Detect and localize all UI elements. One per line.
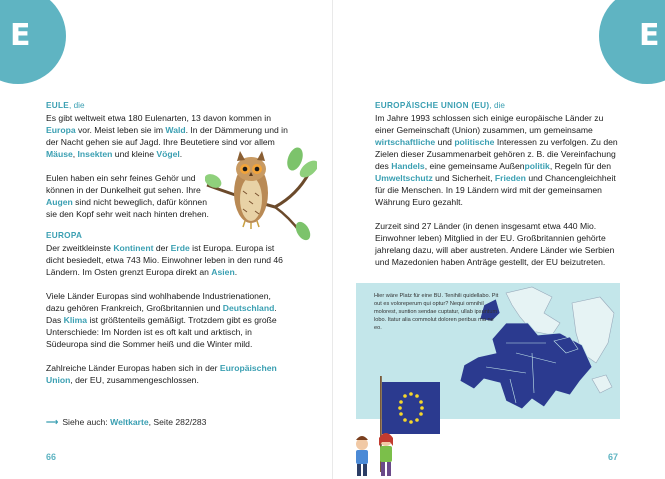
keyword-link[interactable]: politische bbox=[454, 137, 495, 147]
see-also-link[interactable]: Weltkarte bbox=[110, 417, 149, 427]
see-also-prefix: Siehe auch: bbox=[62, 417, 111, 427]
keyword-link[interactable]: Augen bbox=[46, 197, 73, 207]
keyword-link[interactable]: wirtschaftliche bbox=[375, 137, 436, 147]
text-run: und Chancengleichheit für die Menschen. In 19 Ländern wird mit der gemeinsamen Währung Euro gezahlt. bbox=[375, 173, 616, 207]
page-number-right: 67 bbox=[608, 452, 619, 462]
text-run: , eine gemeinsame Außen bbox=[424, 161, 525, 171]
tab-letter: E bbox=[639, 18, 660, 53]
keyword-link[interactable]: Erde bbox=[170, 243, 190, 253]
text-run: , der EU, zusammengeschlossen. bbox=[70, 375, 199, 385]
children-with-eu-flag-illustration bbox=[342, 376, 442, 478]
keyword-link[interactable]: Handels bbox=[391, 161, 425, 171]
keyword-link[interactable]: Asien bbox=[211, 267, 235, 277]
europa-paragraph-2 bbox=[46, 290, 290, 350]
text-run: . Das bbox=[46, 303, 277, 325]
text-run: und kleine bbox=[112, 149, 157, 159]
text-run: . bbox=[179, 149, 183, 159]
keyword-link[interactable]: Deutschland bbox=[222, 303, 275, 313]
keyword-link[interactable]: Europa bbox=[46, 125, 76, 135]
text-run: Zurzeit sind 27 Länder (in denen insgesamt etwa 440 Mio. Einwohner leben) Mitglied in der EU. Großbritannien gehörte jahrelang dazu, will aber austreten. Andere Länder wie Serbien und Mazedonien haben Anträge gestellt, der EU beizutreten. bbox=[375, 221, 615, 267]
text-run: ist Europa. Europa ist dicht besiedelt, etwa 743 Mio. Einwohner leben in den rund 46 Ländern. Im Osten grenzt Europa direkt an bbox=[46, 243, 283, 277]
letter-tab-left bbox=[0, 0, 66, 84]
page-number-left: 66 bbox=[46, 452, 57, 462]
tab-letter: E bbox=[10, 18, 31, 53]
text-run: Interessen zu verfolgen. Zu den Zielen dieser Zusammenarbeit gehören z. B. die Vereinfachung des bbox=[375, 137, 618, 171]
map-caption: Hier wäre Platz für eine BU. Tenihili quidellabo. Pit out es voloreperum qui optur? Nequi omnihil molorest, suntion sendae cuptatur, ullab ipsuntum lobo. Itatur alia commolut doloren peribus ma ne eo. bbox=[374, 293, 499, 331]
right-page-column bbox=[375, 100, 621, 268]
keyword-link[interactable]: Insekten bbox=[77, 149, 113, 159]
arrow-icon: ⟶ bbox=[46, 417, 59, 427]
europa-paragraph-1 bbox=[46, 242, 290, 278]
entry-heading-europa: EUROPA bbox=[46, 231, 83, 240]
text-run: Viele Länder Europas sind wohlhabende Industrienationen, dazu gehören Frankreich, Großbritannien und bbox=[46, 291, 271, 313]
owl-illustration bbox=[205, 147, 317, 247]
text-run: und bbox=[435, 137, 455, 147]
page-gutter bbox=[332, 0, 333, 479]
letter-tab-right bbox=[599, 0, 665, 84]
keyword-link[interactable]: Klima bbox=[63, 315, 88, 325]
text-run: . bbox=[234, 267, 238, 277]
text-run: vor. Meist leben sie im bbox=[75, 125, 166, 135]
text-run: sind nicht beweglich, dafür können sie den Kopf sehr weit nach hinten drehen. bbox=[46, 197, 209, 219]
text-run: Im Jahre 1993 schlossen sich einige europäische Länder zu einer Gemeinschaft (Union) zusammen, um gemeinsame bbox=[375, 113, 604, 135]
eu-paragraph-2 bbox=[375, 220, 621, 268]
text-run: Es gibt weltweit etwa 180 Eulenarten, 13 davon kommen in bbox=[46, 113, 271, 123]
see-also-reference bbox=[46, 417, 206, 428]
keyword-link[interactable]: Europäischen Union bbox=[46, 363, 277, 385]
keyword-link[interactable]: Frieden bbox=[494, 173, 526, 183]
keyword-link[interactable]: Umweltschutz bbox=[375, 173, 433, 183]
text-run: ist größtenteils gemäßigt. Trotzdem gibt es große Unterschiede: Im Norden ist es oft kalt und arktisch, in Südeuropa sind die Sommer heiß und die Winter mild. bbox=[46, 315, 277, 349]
keyword-link[interactable]: politik bbox=[524, 161, 550, 171]
keyword-link[interactable]: Wald bbox=[165, 125, 186, 135]
text-run: und Sicherheit, bbox=[432, 173, 495, 183]
text-run: Zahlreiche Länder Europas haben sich in der bbox=[46, 363, 220, 373]
keyword-link[interactable]: Vögel bbox=[156, 149, 180, 159]
eu-paragraph-1 bbox=[375, 112, 621, 208]
text-run: . In der Dämmerung und in der Nacht gehen sie auf Jagd. Ihre Beutetiere sind vor allem bbox=[46, 125, 288, 147]
text-run: , Regeln für den bbox=[549, 161, 611, 171]
entry-heading-eule: EULE, die bbox=[46, 101, 85, 110]
text-run: der bbox=[153, 243, 171, 253]
europa-paragraph-3 bbox=[46, 362, 290, 386]
text-run: Eulen haben ein sehr feines Gehör und können in der Dunkelheit gut sehen. Ihre bbox=[46, 173, 201, 195]
text-run: Der zweitkleinste bbox=[46, 243, 114, 253]
eule-paragraph-2 bbox=[46, 172, 214, 220]
keyword-link[interactable]: Mäuse bbox=[46, 149, 73, 159]
text-run: , bbox=[72, 149, 78, 159]
keyword-link[interactable]: Kontinent bbox=[113, 243, 154, 253]
entry-heading-eu: EUROPÄISCHE UNION (EU), die bbox=[375, 101, 505, 110]
see-also-suffix: , Seite 282/283 bbox=[148, 417, 207, 427]
